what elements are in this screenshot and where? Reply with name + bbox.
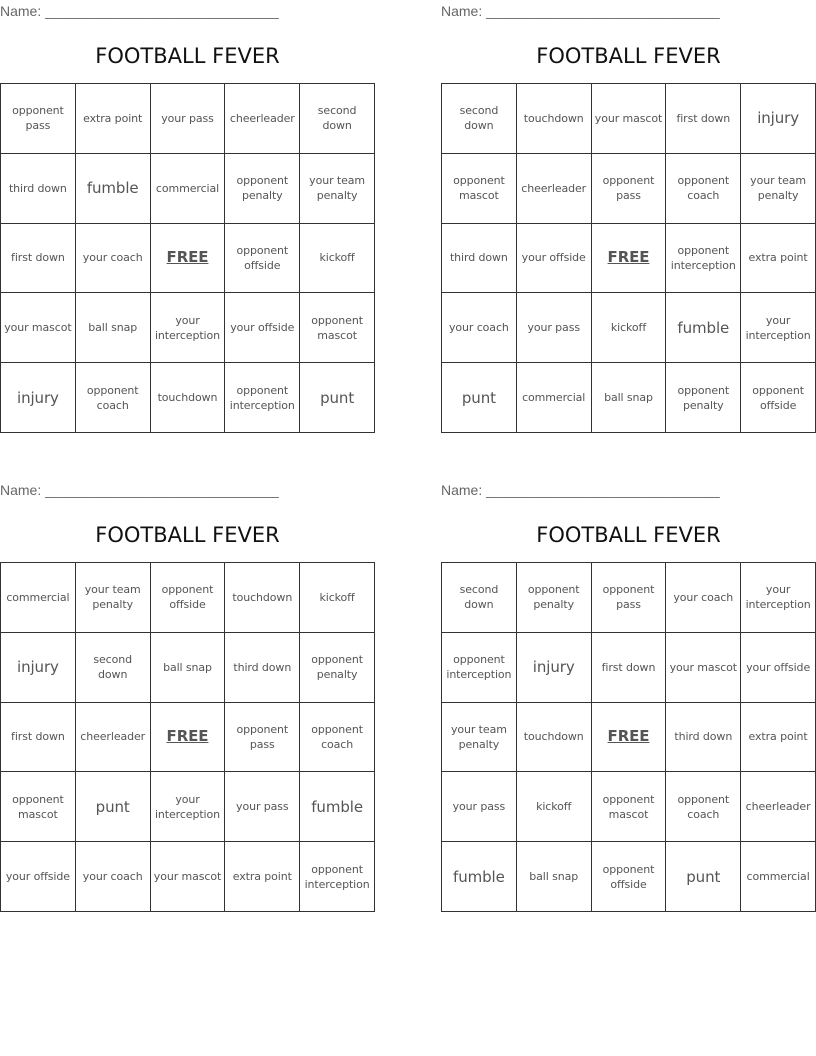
free-space[interactable]: FREE xyxy=(592,703,667,773)
bingo-cell[interactable]: ball snap xyxy=(151,633,226,703)
bingo-cell[interactable]: opponent pass xyxy=(225,703,300,773)
bingo-cell[interactable]: touchdown xyxy=(517,84,592,154)
bingo-cell[interactable]: extra point xyxy=(225,842,300,912)
bingo-cell[interactable]: your team penalty xyxy=(76,563,151,633)
bingo-cell[interactable]: punt xyxy=(300,363,375,433)
bingo-cell[interactable]: second down xyxy=(442,563,517,633)
free-space[interactable]: FREE xyxy=(151,703,226,773)
bingo-cell[interactable]: injury xyxy=(1,363,76,433)
bingo-cell[interactable]: your mascot xyxy=(1,293,76,363)
bingo-cell[interactable]: your interception xyxy=(741,563,816,633)
free-space[interactable]: FREE xyxy=(592,224,667,294)
bingo-cell[interactable]: kickoff xyxy=(300,563,375,633)
bingo-cell[interactable]: first down xyxy=(1,703,76,773)
bingo-cell[interactable]: second down xyxy=(300,84,375,154)
bingo-cell[interactable]: your offside xyxy=(517,224,592,294)
bingo-cell[interactable]: third down xyxy=(666,703,741,773)
bingo-card-4 xyxy=(441,479,816,919)
bingo-cell[interactable]: your coach xyxy=(666,563,741,633)
bingo-card-2 xyxy=(441,0,816,440)
bingo-cell[interactable]: injury xyxy=(1,633,76,703)
bingo-cell[interactable]: kickoff xyxy=(300,224,375,294)
bingo-cell[interactable]: touchdown xyxy=(517,703,592,773)
bingo-cell[interactable]: your team penalty xyxy=(741,154,816,224)
bingo-cell[interactable]: opponent coach xyxy=(76,363,151,433)
bingo-cell[interactable]: opponent pass xyxy=(1,84,76,154)
bingo-cell[interactable]: your coach xyxy=(76,224,151,294)
bingo-cell[interactable]: first down xyxy=(592,633,667,703)
bingo-cell[interactable]: fumble xyxy=(666,293,741,363)
name-line: Name: ______________________________ xyxy=(0,482,279,498)
bingo-cell[interactable]: ball snap xyxy=(517,842,592,912)
bingo-cell[interactable]: opponent mascot xyxy=(300,293,375,363)
bingo-cell[interactable]: opponent penalty xyxy=(225,154,300,224)
bingo-cell[interactable]: opponent mascot xyxy=(1,772,76,842)
bingo-cell[interactable]: injury xyxy=(741,84,816,154)
bingo-cell[interactable]: fumble xyxy=(76,154,151,224)
bingo-cell[interactable]: touchdown xyxy=(151,363,226,433)
bingo-cell[interactable]: your team penalty xyxy=(300,154,375,224)
bingo-cell[interactable]: your mascot xyxy=(151,842,226,912)
bingo-cell[interactable]: opponent interception xyxy=(225,363,300,433)
bingo-cell[interactable]: your pass xyxy=(225,772,300,842)
bingo-cell[interactable]: first down xyxy=(666,84,741,154)
bingo-grid xyxy=(441,83,816,433)
bingo-cell[interactable]: opponent interception xyxy=(666,224,741,294)
bingo-cell[interactable]: your team penalty xyxy=(442,703,517,773)
bingo-cell[interactable]: your pass xyxy=(151,84,226,154)
bingo-cell[interactable]: ball snap xyxy=(76,293,151,363)
bingo-cell[interactable]: kickoff xyxy=(592,293,667,363)
bingo-cell[interactable]: first down xyxy=(1,224,76,294)
bingo-cell[interactable]: cheerleader xyxy=(741,772,816,842)
bingo-cell[interactable]: opponent coach xyxy=(300,703,375,773)
bingo-card-1 xyxy=(0,0,375,440)
bingo-cell[interactable]: punt xyxy=(442,363,517,433)
name-line: Name: ______________________________ xyxy=(0,3,279,19)
free-space[interactable]: FREE xyxy=(151,224,226,294)
bingo-cell[interactable]: your offside xyxy=(225,293,300,363)
bingo-cell[interactable]: cheerleader xyxy=(517,154,592,224)
bingo-cell[interactable]: fumble xyxy=(300,772,375,842)
bingo-cell[interactable]: opponent offside xyxy=(225,224,300,294)
card-title: FOOTBALL FEVER xyxy=(95,44,280,68)
bingo-cell[interactable]: opponent mascot xyxy=(592,772,667,842)
bingo-grid xyxy=(441,562,816,912)
bingo-cell[interactable]: punt xyxy=(666,842,741,912)
bingo-cell[interactable]: injury xyxy=(517,633,592,703)
bingo-cell[interactable]: opponent coach xyxy=(666,772,741,842)
bingo-cell[interactable]: ball snap xyxy=(592,363,667,433)
bingo-cell[interactable]: opponent interception xyxy=(442,633,517,703)
bingo-cell[interactable]: opponent pass xyxy=(592,154,667,224)
bingo-cell[interactable]: cheerleader xyxy=(76,703,151,773)
bingo-cell[interactable]: opponent offside xyxy=(151,563,226,633)
bingo-cell[interactable]: your coach xyxy=(442,293,517,363)
card-title: FOOTBALL FEVER xyxy=(536,44,721,68)
bingo-cell[interactable]: third down xyxy=(1,154,76,224)
bingo-cell[interactable]: punt xyxy=(76,772,151,842)
bingo-cell[interactable]: your mascot xyxy=(666,633,741,703)
bingo-cell[interactable]: opponent penalty xyxy=(517,563,592,633)
bingo-cell[interactable]: your pass xyxy=(442,772,517,842)
name-line: Name: ______________________________ xyxy=(441,3,720,19)
bingo-cell[interactable]: opponent penalty xyxy=(300,633,375,703)
bingo-cell[interactable]: commercial xyxy=(151,154,226,224)
bingo-cell[interactable]: your coach xyxy=(76,842,151,912)
bingo-cell[interactable]: opponent coach xyxy=(666,154,741,224)
name-line: Name: ______________________________ xyxy=(441,482,720,498)
bingo-cell[interactable]: extra point xyxy=(76,84,151,154)
bingo-cell[interactable]: your interception xyxy=(741,293,816,363)
bingo-cell[interactable]: extra point xyxy=(741,703,816,773)
bingo-cell[interactable]: cheerleader xyxy=(225,84,300,154)
card-title: FOOTBALL FEVER xyxy=(536,523,721,547)
bingo-cell[interactable]: extra point xyxy=(741,224,816,294)
bingo-cell[interactable]: opponent pass xyxy=(592,563,667,633)
bingo-card-3 xyxy=(0,479,375,919)
bingo-cell[interactable]: opponent offside xyxy=(592,842,667,912)
bingo-cell[interactable]: your mascot xyxy=(592,84,667,154)
bingo-cell[interactable]: your pass xyxy=(517,293,592,363)
bingo-cell[interactable]: fumble xyxy=(442,842,517,912)
bingo-cell[interactable]: second down xyxy=(76,633,151,703)
bingo-cell[interactable]: commercial xyxy=(517,363,592,433)
bingo-cell[interactable]: opponent mascot xyxy=(442,154,517,224)
bingo-cell[interactable]: commercial xyxy=(741,842,816,912)
bingo-grid xyxy=(0,562,375,912)
bingo-cell[interactable]: kickoff xyxy=(517,772,592,842)
bingo-cell[interactable]: your offside xyxy=(741,633,816,703)
bingo-cell[interactable]: opponent penalty xyxy=(666,363,741,433)
bingo-cell[interactable]: second down xyxy=(442,84,517,154)
bingo-cell[interactable]: your offside xyxy=(1,842,76,912)
bingo-cell[interactable]: third down xyxy=(442,224,517,294)
card-title: FOOTBALL FEVER xyxy=(95,523,280,547)
bingo-cell[interactable]: opponent offside xyxy=(741,363,816,433)
bingo-cell[interactable]: your interception xyxy=(151,293,226,363)
bingo-cell[interactable]: third down xyxy=(225,633,300,703)
bingo-cell[interactable]: touchdown xyxy=(225,563,300,633)
bingo-cell[interactable]: opponent interception xyxy=(300,842,375,912)
bingo-cell[interactable]: your interception xyxy=(151,772,226,842)
bingo-grid xyxy=(0,83,375,433)
bingo-cell[interactable]: commercial xyxy=(1,563,76,633)
